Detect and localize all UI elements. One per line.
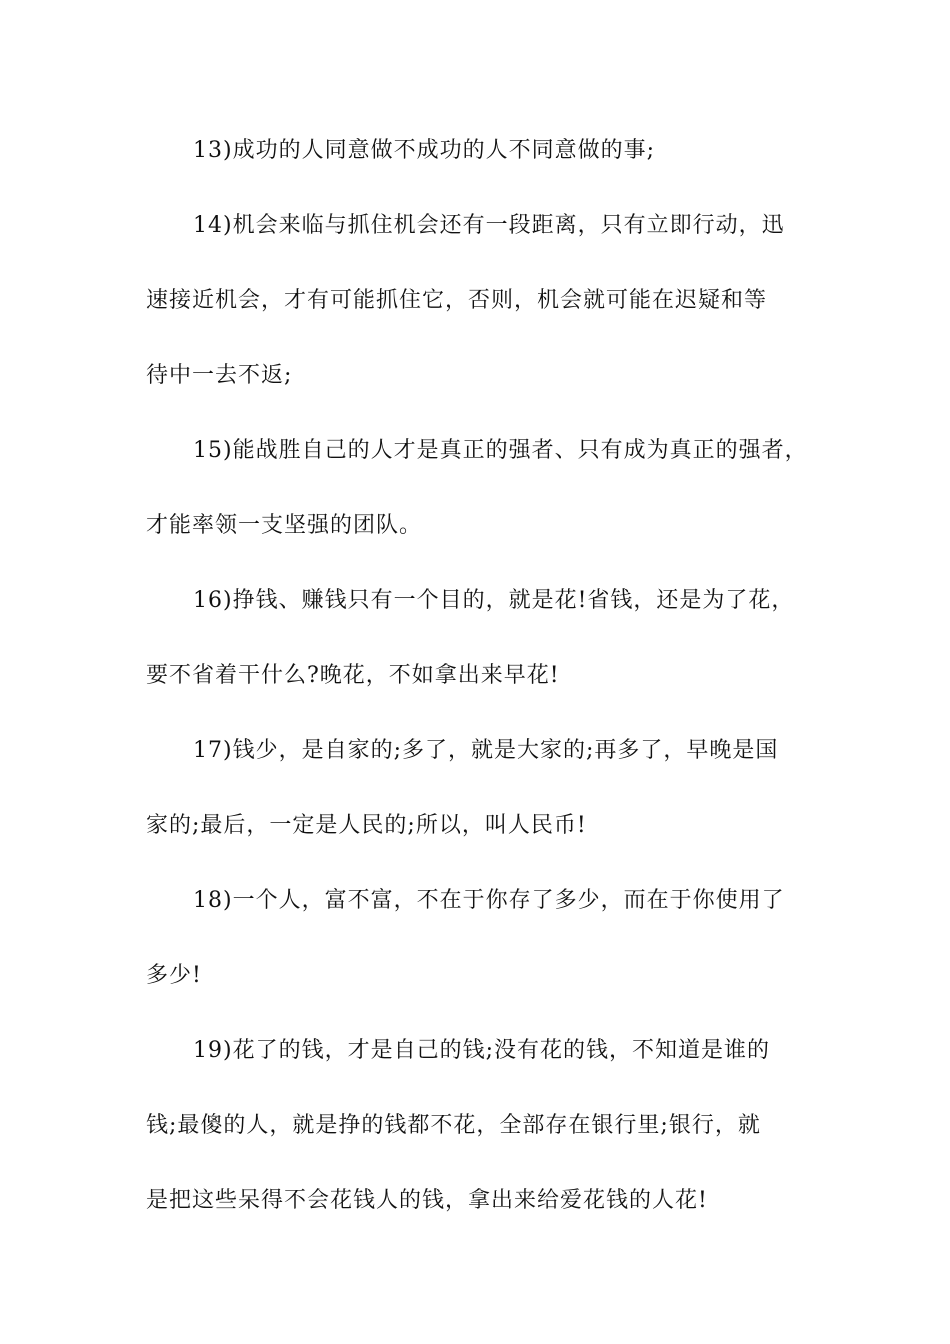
item-text: 花了的钱，才是自己的钱;没有花的钱，不知道是谁的 bbox=[232, 1038, 770, 1063]
paragraph-13-line-1 bbox=[193, 136, 655, 166]
item-text: 挣钱、赚钱只有一个目的，就是花!省钱，还是为了花， bbox=[232, 588, 795, 613]
paragraph-16-line-1 bbox=[193, 586, 794, 616]
item-number: 14) bbox=[193, 213, 233, 238]
paragraph-19-line-3: 是把这些呆得不会花钱人的钱，拿出来给爱花钱的人花! bbox=[146, 1188, 708, 1213]
item-number: 16) bbox=[193, 588, 233, 613]
paragraph-14-line-3: 待中一去不返; bbox=[146, 363, 293, 388]
item-text: 一个人，富不富，不在于你存了多少，而在于你使用了 bbox=[232, 888, 785, 913]
item-number: 18) bbox=[193, 888, 233, 913]
item-text: 成功的人同意做不成功的人不同意做的事; bbox=[232, 138, 655, 163]
item-number: 19) bbox=[193, 1038, 233, 1063]
paragraph-19-line-2: 钱;最傻的人，就是挣的钱都不花，全部存在银行里;银行，就 bbox=[146, 1113, 761, 1138]
paragraph-16-line-2: 要不省着干什么?晚花，不如拿出来早花! bbox=[146, 663, 560, 688]
paragraph-17-line-2: 家的;最后，一定是人民的;所以，叫人民币! bbox=[146, 813, 587, 838]
item-number: 17) bbox=[193, 738, 233, 763]
paragraph-14-line-2: 速接近机会，才有可能抓住它，否则，机会就可能在迟疑和等 bbox=[146, 288, 768, 313]
item-text: 机会来临与抓住机会还有一段距离，只有立即行动，迅 bbox=[232, 213, 785, 238]
paragraph-18-line-1 bbox=[193, 886, 785, 916]
paragraph-17-line-1 bbox=[193, 736, 778, 766]
paragraph-18-line-2: 多少! bbox=[146, 963, 202, 988]
paragraph-14-line-1 bbox=[193, 211, 785, 241]
paragraph-15-line-1 bbox=[193, 436, 808, 466]
item-number: 13) bbox=[193, 138, 233, 163]
paragraph-15-line-2: 才能率领一支坚强的团队。 bbox=[146, 513, 423, 538]
paragraph-19-line-1 bbox=[193, 1036, 770, 1066]
item-text: 钱少，是自家的;多了，就是大家的;再多了，早晚是国 bbox=[232, 738, 779, 763]
item-text: 能战胜自己的人才是真正的强者、只有成为真正的强者， bbox=[232, 438, 808, 463]
item-number: 15) bbox=[193, 438, 233, 463]
